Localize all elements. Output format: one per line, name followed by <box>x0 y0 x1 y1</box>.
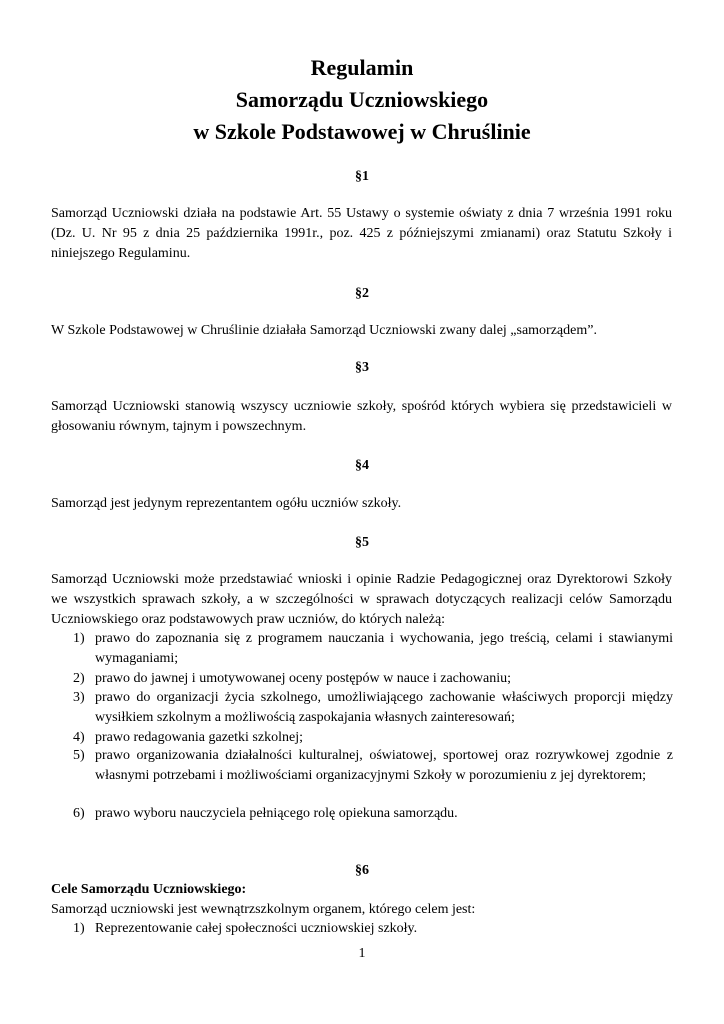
list-item-text: prawo wyboru nauczyciela pełniącego rolę opiekuna samorządu. <box>95 806 458 821</box>
list-item-text: prawo do organizacji życia szkolnego, umożliwiającego zachowanie właściwych proporcji między wysiłkiem szkolnym a możliwością zaspokajania własnych zainteresowań; <box>95 690 673 725</box>
list-item-number: 4) <box>73 730 85 745</box>
list-item-number: 3) <box>73 690 85 705</box>
section-4-heading: §4 <box>355 458 369 473</box>
list-item-number: 1) <box>73 921 85 936</box>
page-number: 1 <box>358 946 366 961</box>
list-item-text: Reprezentowanie całej społeczności uczniowskiej szkoły. <box>95 921 418 936</box>
section-6-text: Samorząd uczniowski jest wewnątrzszkolnym organem, którego celem jest: <box>51 902 476 917</box>
section-2-text: W Szkole Podstawowej w Chruślinie działała Samorząd Uczniowski zwany dalej „samorządem”. <box>51 323 597 338</box>
section-6-heading: §6 <box>355 863 369 878</box>
document-title-line-2: Samorządu Uczniowskiego <box>235 87 489 112</box>
section-1-heading: §1 <box>355 169 369 184</box>
section-5-text: Samorząd Uczniowski może przedstawiać wnioski i opinie Radzie Pedagogicznej oraz Dyrektorowi Szkoły we wszystkich sprawach szkoły, a w szczególności w sprawach dotyczących realizacji celów Samorządu Uczniowskiego oraz podstawowych praw uczniów, do których należą: <box>51 572 672 627</box>
section-4-text: Samorząd jest jedynym reprezentantem ogółu uczniów szkoły. <box>51 496 402 511</box>
section-5-heading: §5 <box>355 535 369 550</box>
list-item <box>73 746 673 786</box>
section-1-text: Samorząd Uczniowski działa na podstawie Art. 55 Ustawy o systemie oświaty z dnia 7 września 1991 roku (Dz. U. Nr 95 z dnia 25 października 1991r., poz. 425 z późniejszymi zmianami) oraz Statutu Szkoły i niniejszego Regulaminu. <box>51 206 672 261</box>
list-item <box>73 804 673 824</box>
section-3-heading: §3 <box>355 360 369 375</box>
list-item-text: prawo redagowania gazetki szkolnej; <box>95 730 303 745</box>
list-item-text: prawo organizowania działalności kulturalnej, oświatowej, sportowej oraz rozrywkowej zgodnie z własnymi potrzebami i możliwościami organizacyjnymi Szkoły w porozumieniu z jej dyrektorem; <box>95 748 673 783</box>
list-item <box>73 629 673 669</box>
list-item-text: prawo do zapoznania się z programem nauczania i wychowania, jego treścią, celami i stawianymi wymaganiami; <box>95 631 673 666</box>
section-6-subheading: Cele Samorządu Uczniowskiego: <box>51 882 247 897</box>
list-item-number: 5) <box>73 748 85 763</box>
list-item <box>73 688 673 728</box>
list-item-text: prawo do jawnej i umotywowanej oceny postępów w nauce i zachowaniu; <box>95 671 511 686</box>
list-item <box>73 728 673 748</box>
list-item <box>73 919 673 939</box>
section-2-heading: §2 <box>355 286 369 301</box>
list-item <box>73 669 673 689</box>
list-item-number: 1) <box>73 631 85 646</box>
document-title-line-1: Regulamin <box>310 55 414 80</box>
list-item-number: 2) <box>73 671 85 686</box>
document-title-line-3: w Szkole Podstawowej w Chruślinie <box>193 119 531 144</box>
section-3-text: Samorząd Uczniowski stanowią wszyscy uczniowie szkoły, spośród których wybiera się przedstawicieli w głosowaniu równym, tajnym i powszechnym. <box>51 399 672 434</box>
list-item-number: 6) <box>73 806 85 821</box>
